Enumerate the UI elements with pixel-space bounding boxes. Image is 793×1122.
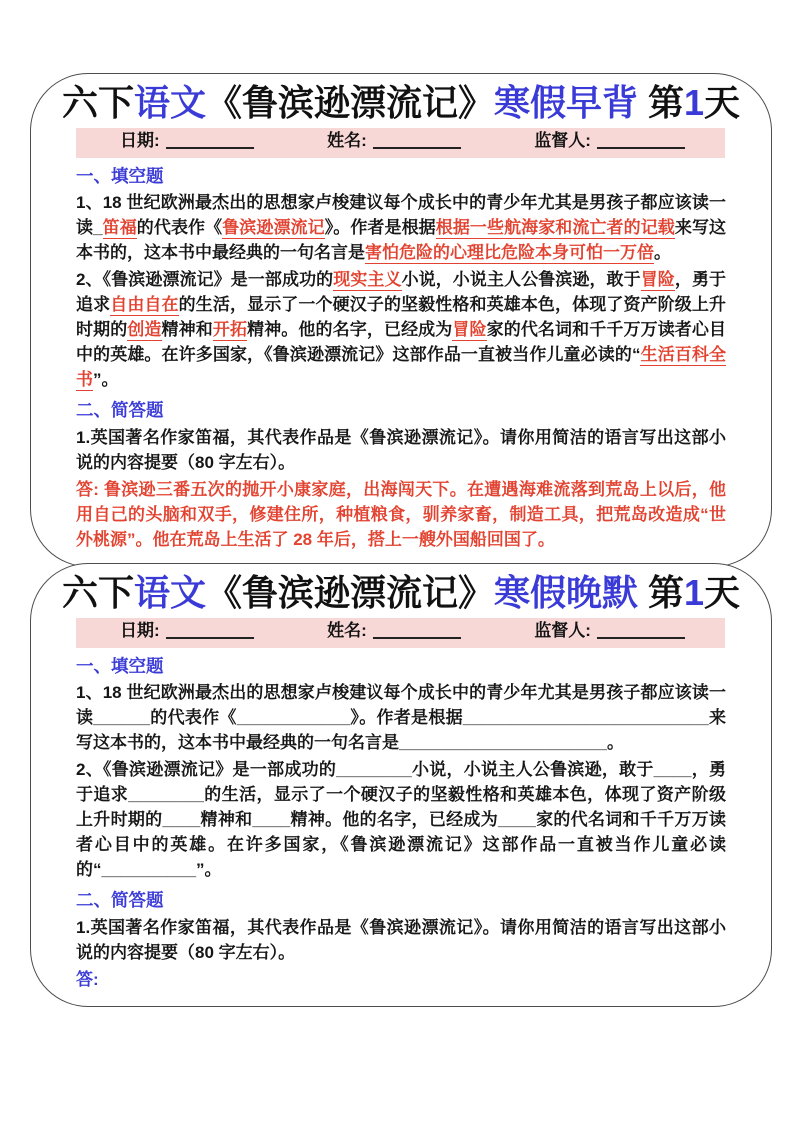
card-title-evening	[61, 573, 741, 613]
text-run: 2、《鲁滨逊漂流记》是一部成功的________小说，小说主人公鲁滨逊，敢于____，勇于追求________的生活，显示了一个硬汉子的坚毅性格和英雄本色，体现了资产阶级上升时期的____精神和____精神。他的名字，已经成为____家的代名词和千千万万读者心目中的英雄。在许多国家，《鲁滨逊漂流记》这部作品一直被当作儿童必读的“__________”。	[76, 760, 726, 880]
date-label: 日期:	[120, 621, 160, 641]
date-field	[120, 622, 254, 643]
section-heading-short-answer: 二、简答题	[76, 890, 164, 911]
text-run: 答:	[76, 970, 99, 990]
text-run: 六下	[61, 82, 134, 123]
filled-answer-text: 冒险	[640, 270, 675, 290]
text-run: 天	[704, 82, 741, 123]
name-label: 姓名:	[327, 131, 367, 151]
filled-answer-text: 根据一些航海家和流亡者的记载	[435, 218, 675, 238]
text-run: 寒假早背	[493, 82, 638, 123]
text-run: 精神。他的名字，已经成为	[247, 320, 453, 340]
short-answer-model-answer	[76, 477, 726, 552]
filled-answer-text: 害怕危险的心理比危险本身可怕一万倍	[365, 243, 654, 263]
text-run: 。	[654, 243, 671, 263]
filled-answer-text: 开拓	[212, 320, 248, 340]
text-run: 来写这本书的，这本书中最经典的一句名言是	[76, 218, 727, 263]
filled-answer-text: 笛福	[102, 218, 137, 238]
supervisor-field	[534, 622, 685, 643]
text-run: ，勇于追求	[76, 270, 727, 315]
card-content	[31, 655, 771, 999]
fill-in-question-1	[76, 680, 726, 755]
supervisor-blank-line	[597, 136, 685, 149]
text-run: 语文	[133, 572, 206, 613]
short-answer-prompt	[76, 967, 726, 992]
text-run: 1	[684, 82, 705, 123]
text-run: 》。作者是根据	[324, 218, 436, 238]
date-blank-line	[166, 626, 254, 639]
text-run: 的生活，显示了一个硬汉子的坚毅性格和英雄本色，体现了资产阶级上升时期的	[76, 295, 727, 340]
text-run: 第	[638, 572, 685, 613]
info-bar	[76, 128, 725, 158]
text-run: 小说，小说主人公鲁滨逊，敢于	[401, 270, 641, 290]
supervisor-label: 监督人:	[534, 131, 591, 151]
name-blank-line	[373, 136, 461, 149]
section-heading-fill-in: 一、填空题	[76, 165, 164, 186]
date-field	[120, 132, 254, 153]
filled-answer-text: 创造	[127, 320, 162, 340]
name-field	[327, 622, 461, 643]
text-run: 精神和	[161, 320, 213, 340]
filled-answer-text: 自由自在	[110, 295, 179, 315]
text-run: 的代表作《	[136, 218, 223, 238]
worksheet-card-evening	[30, 563, 772, 1007]
text-run: 语文	[133, 82, 206, 123]
text-run: ”。	[93, 370, 119, 390]
name-label: 姓名:	[327, 621, 367, 641]
text-run: 家的代名词和千千万万读者心目中的英雄。在许多国家，《鲁滨逊漂流记》这部作品一直被当作儿童必读的“	[76, 320, 727, 365]
date-blank-line	[166, 136, 254, 149]
text-run: 答: 鲁滨逊三番五次的抛开小康家庭，出海闯天下。在遭遇海难流落到荒岛上以后，他用自己的头脑和双手，修建住所，种植粮食，驯养家畜，制造工具，把荒岛改造成“世外桃源”。他在荒岛上生活了 28 年后，搭上一艘外国船回国了。	[76, 480, 726, 550]
text-run: 寒假晚默	[493, 572, 638, 613]
text-run: 六下	[61, 572, 134, 613]
worksheet-card-morning	[30, 73, 772, 567]
filled-answer-text: 冒险	[452, 320, 487, 340]
fill-in-question-2	[76, 267, 726, 392]
text-run: 1.英国著名作家笛福，其代表作品是《鲁滨逊漂流记》。请你用简洁的语言写出这部小说的内容提要（80 字左右）。	[76, 918, 726, 963]
text-run: 1、18 世纪欧洲最杰出的思想家卢梭建议每个成长中的青少年尤其是男孩子都应该读一读______的代表作《____________》。作者是根据__________________________来写这本书的，这本书中最经典的一句名言是______________________。	[76, 683, 726, 753]
section-heading-fill-in: 一、填空题	[76, 655, 164, 676]
short-answer-question	[76, 915, 726, 965]
card-content	[31, 165, 771, 559]
text-run: 《鲁滨逊漂流记》	[205, 572, 494, 613]
text-run: 1	[684, 572, 705, 613]
text-run: 1.英国著名作家笛福，其代表作品是《鲁滨逊漂流记》。请你用简洁的语言写出这部小说的内容提要（80 字左右）。	[76, 428, 726, 473]
name-field	[327, 132, 461, 153]
section-heading-short-answer: 二、简答题	[76, 400, 164, 421]
info-bar	[76, 618, 725, 648]
name-blank-line	[373, 626, 461, 639]
date-label: 日期:	[120, 131, 160, 151]
text-run: 天	[704, 572, 741, 613]
short-answer-question	[76, 425, 726, 475]
text-run: 第	[638, 82, 685, 123]
text-run: 《鲁滨逊漂流记》	[205, 82, 494, 123]
card-title-morning	[61, 83, 741, 123]
supervisor-blank-line	[597, 626, 685, 639]
filled-answer-text: 现实主义	[333, 270, 402, 290]
fill-in-question-2	[76, 757, 726, 882]
filled-answer-text: 鲁滨逊漂流记	[222, 218, 325, 238]
text-run: 1、18 世纪欧洲最杰出的思想家卢梭建议每个成长中的青少年尤其是男孩子都应该读一读_	[76, 193, 726, 238]
supervisor-field	[534, 132, 685, 153]
fill-in-question-1	[76, 190, 726, 265]
text-run: 2、《鲁滨逊漂流记》是一部成功的	[76, 270, 334, 290]
filled-answer-text: 生活百科全书	[76, 345, 727, 390]
supervisor-label: 监督人:	[534, 621, 591, 641]
